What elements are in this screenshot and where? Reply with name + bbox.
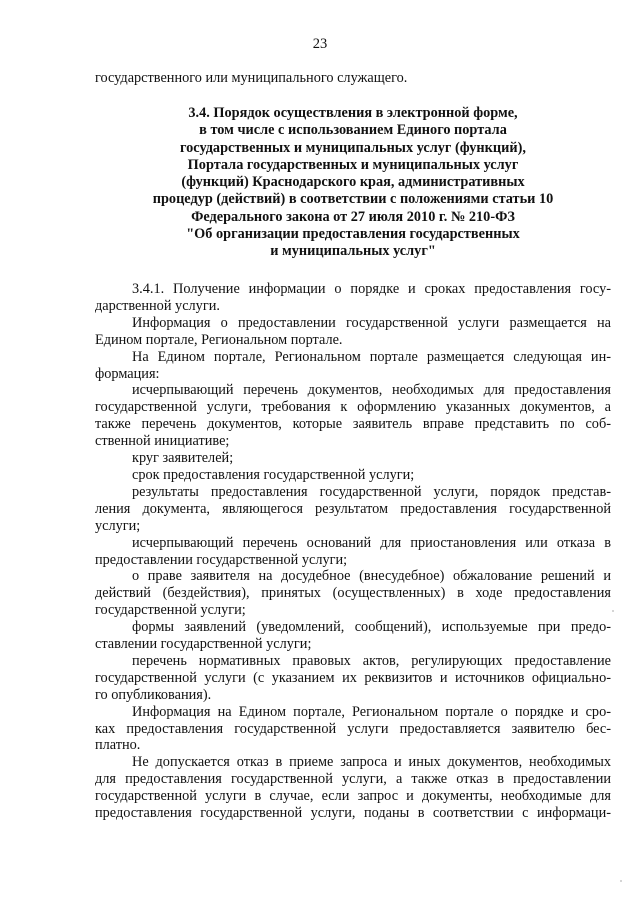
heading-line: в том числе с использованием Единого портала — [199, 122, 507, 139]
paragraph — [95, 754, 611, 822]
text-line: формация: — [95, 365, 160, 382]
heading-line: 3.4. Порядок осуществления в электронной форме, — [188, 105, 518, 121]
text-line: о праве заявителя на досудебное (внесудебное) обжалование решений и — [132, 568, 611, 585]
paragraph — [95, 535, 611, 569]
text-line: также перечень документов, которые заявитель вправе представить по соб- — [95, 416, 611, 433]
heading-line: "Об организации предоставления государственных — [186, 226, 520, 243]
text-line: Едином портале, Региональном портале. — [95, 331, 343, 348]
section-heading — [95, 105, 611, 261]
heading-line: (функций) Краснодарского края, административных — [181, 174, 525, 191]
text-line: круг заявителей; — [132, 450, 234, 467]
text-line: формы заявлений (уведомлений, сообщений), используемые при предо- — [132, 619, 611, 636]
scan-artifact — [620, 880, 622, 882]
text-line: исчерпывающий перечень оснований для приостановления или отказа в — [132, 534, 611, 551]
paragraph — [95, 568, 611, 619]
paragraph — [95, 450, 611, 467]
body-text — [95, 281, 611, 822]
paragraph — [95, 281, 611, 315]
text-line: государственной услуги; — [95, 602, 246, 619]
text-line: для предоставления государственной услуги, а также отказ в предоставлении — [95, 771, 611, 788]
text-line: 3.4.1. Получение информации о порядке и сроках предоставления госу- — [132, 281, 611, 297]
text-line: Информация на Едином портале, Региональном портале о порядке и сро- — [132, 703, 611, 720]
page-number: 23 — [312, 36, 328, 52]
text-line: дарственной услуги. — [95, 297, 220, 314]
text-line: На Едином портале, Региональном портале размещается следующая ин- — [132, 348, 611, 365]
text-line: предоставлении государственной услуги; — [95, 551, 348, 568]
continuation-text: государственного или муниципального служащего. — [95, 70, 408, 86]
paragraph — [95, 315, 611, 349]
text-line: платно. — [95, 737, 141, 754]
heading-line: процедур (действий) в соответствии с положениями статьи 10 — [152, 191, 554, 208]
text-line: государственной услуги в случае, если запрос и документы, необходимые для — [95, 788, 611, 805]
heading-line: Портала государственных и муниципальных услуг — [187, 156, 519, 173]
paragraph — [95, 619, 611, 653]
paragraph — [95, 704, 611, 755]
paragraph — [95, 467, 611, 484]
text-line: исчерпывающий перечень документов, необходимых для предоставления — [132, 382, 611, 399]
text-line: перечень нормативных правовых актов, регулирующих предоставление — [132, 652, 611, 669]
paragraph — [95, 349, 611, 383]
heading-line: и муниципальных услуг" — [270, 243, 436, 260]
text-line: ках предоставления государственной услуги предоставляется заявителю бес- — [95, 720, 611, 737]
scan-artifact — [612, 610, 614, 612]
heading-line: государственных и муниципальных услуг (функций), — [180, 139, 526, 156]
text-line: государственной услуги (с указанием их реквизитов и источников официально- — [95, 669, 611, 686]
text-line: ления документа, являющегося результатом предоставления государственной — [95, 500, 611, 517]
text-line: действий (бездействия), принятых (осуществленных) в ходе предоставления — [95, 585, 611, 602]
text-line: Информация о предоставлении государственной услуги размещается на — [132, 314, 611, 331]
paragraph — [95, 653, 611, 704]
text-line: предоставления государственной услуги, поданы в соответствии с информаци- — [95, 805, 611, 822]
text-line: государственной услуги, требования к оформлению указанных документов, а — [95, 399, 611, 416]
text-line: срок предоставления государственной услуги; — [132, 466, 415, 483]
paragraph — [95, 382, 611, 450]
text-line: ственной инициативе; — [95, 433, 230, 450]
heading-line: Федерального закона от 27 июля 2010 г. № 210-ФЗ — [191, 208, 515, 225]
text-line: услуги; — [95, 517, 141, 534]
text-line: результаты предоставления государственной услуги, порядок представ- — [132, 483, 611, 500]
text-line: го опубликования). — [95, 686, 212, 703]
text-line: Не допускается отказ в приеме запроса и иных документов, необходимых — [132, 754, 611, 771]
paragraph — [95, 484, 611, 535]
text-line: ставлении государственной услуги; — [95, 636, 312, 653]
